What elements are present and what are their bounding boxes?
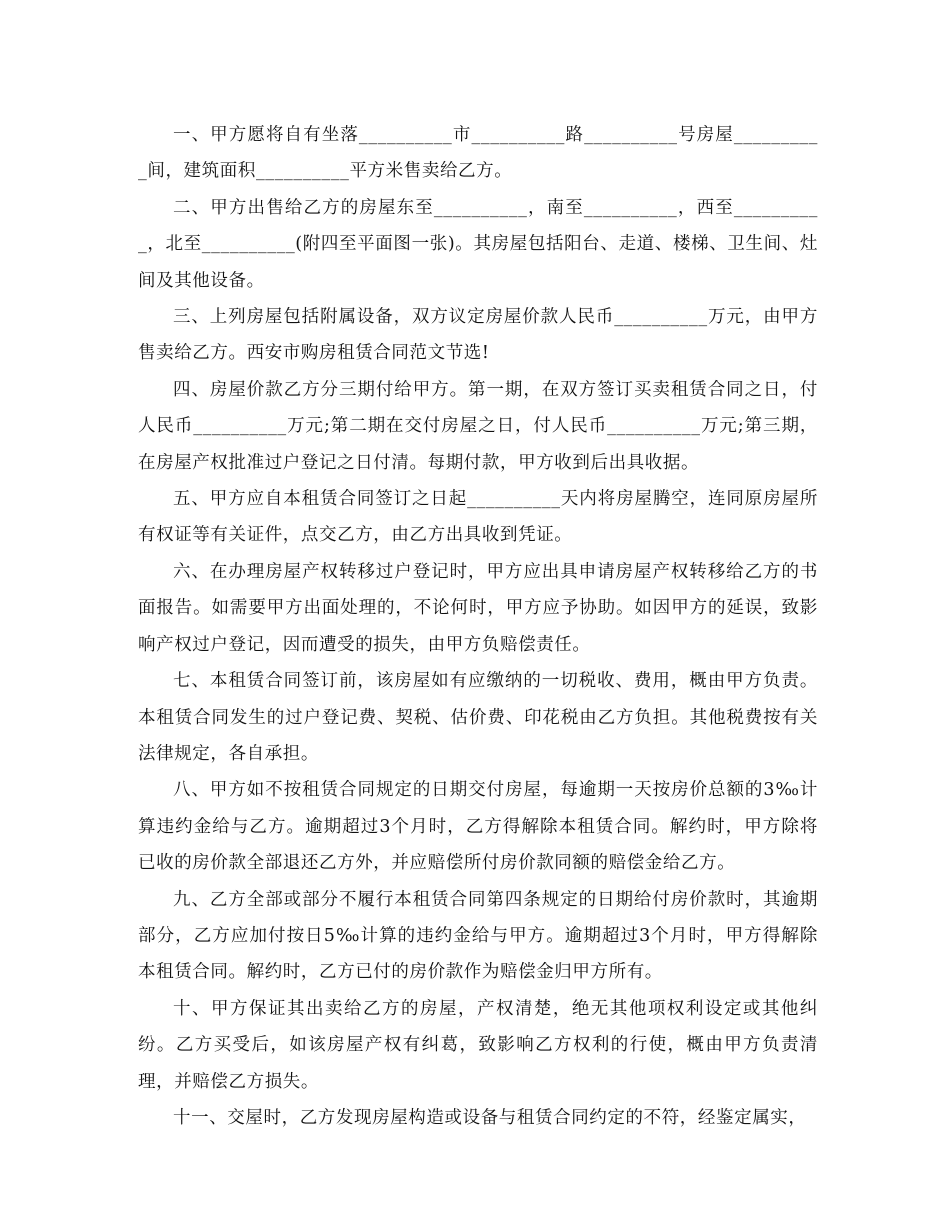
clause-7: 七、本租赁合同签订前，该房屋如有应缴纳的一切税收、费用，概由甲方负责。本租赁合同发生的过户登记费、契税、估价费、印花税由乙方负担。其他税费按有关法律规定，各自承担。 [138,671,818,764]
clause-1: 一、甲方愿将自有坐落__________市__________路__________号房屋__________间，建筑面积__________平方米售卖给乙方。 [138,125,818,182]
clause-8: 八、甲方如不按租赁合同规定的日期交付房屋，每逾期一天按房价总额的3‰计算违约金给与乙方。逾期超过3个月时，乙方得解除本租赁合同。解约时，甲方除将已收的房价款全部退还乙方外，并应赔偿所付房价款同额的赔偿金给乙方。 [138,780,818,874]
clause-4: 四、房屋价款乙方分三期付给甲方。第一期，在双方签订买卖租赁合同之日，付人民币__________万元;第二期在交付房屋之日，付人民币__________万元;第三期，在房屋产权批准过户登记之日付清。每期付款，甲方收到后出具收据。 [138,379,818,473]
clause-6: 六、在办理房屋产权转移过户登记时，甲方应出具申请房屋产权转移给乙方的书面报告。如需要甲方出面处理的，不论何时，甲方应予协助。如因甲方的延误，致影响产权过户登记，因而遭受的损失，由甲方负赔偿责任。 [138,561,818,655]
clause-5: 五、甲方应自本租赁合同签订之日起__________天内将房屋腾空，连同原房屋所有权证等有关证件，点交乙方，由乙方出具收到凭证。 [138,489,818,546]
clause-2: 二、甲方出售给乙方的房屋东至__________，南至__________，西至__________，北至__________(附四至平面图一张)。其房屋包括阳台、走道、楼梯、卫生间、灶间及其他设备。 [138,197,818,291]
clause-3: 三、上列房屋包括附属设备，双方议定房屋价款人民币__________万元，由甲方售卖给乙方。西安市购房租赁合同范文节选! [138,307,818,364]
clause-11: 十一、交屋时，乙方发现房屋构造或设备与租赁合同约定的不符，经鉴定属实， [173,1107,807,1128]
clause-9: 九、乙方全部或部分不履行本租赁合同第四条规定的日期给付房价款时，其逾期部分，乙方应加付按日5‰计算的违约金给与甲方。逾期超过3个月时，甲方得解除本租赁合同。解约时，乙方已付的房价款作为赔偿金归甲方所有。 [138,889,818,983]
clause-10: 十、甲方保证其出卖给乙方的房屋，产权清楚，绝无其他项权利设定或其他纠纷。乙方买受后，如该房屋产权有纠葛，致影响乙方权利的行使，概由甲方负责清理，并赔偿乙方损失。 [138,998,818,1092]
contract-body [138,117,818,1136]
